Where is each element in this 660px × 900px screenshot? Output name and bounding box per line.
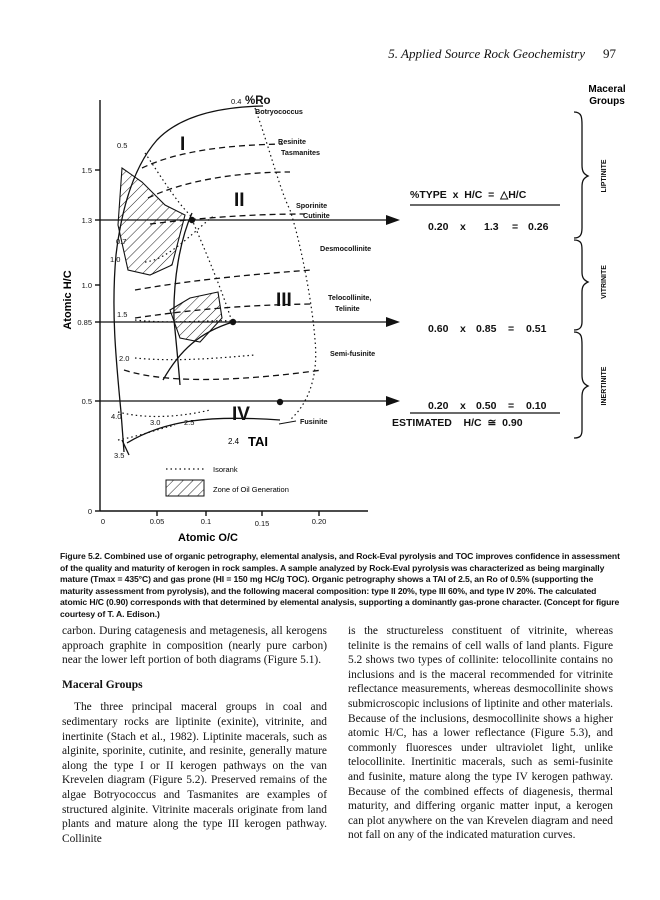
eq3-eq: = bbox=[508, 400, 515, 412]
oil-generation-zones bbox=[118, 168, 222, 342]
y-tick-1.3: 1.3 bbox=[81, 216, 92, 225]
right-paragraph-1: is the structureless constituent of vitrinite, whereas telinite is the remains of cell walls of land plants. Figure 5.2 shows two types of collinite: telocollinite contains no inclusions and is the maceral recommended for vitrinite reflectance measurements, whereas desmocollinite shows submicroscopic inclusions of liptinite and other materials. Because of the inclusions, desmocollinite shows a higher atomic H/C, has a lower reflectance (Figure 5.3), and commonly fluoresces under ultraviolet light, unlike telocollinite. Inertinitic macerals, such as semi-fusinite and fusinite, mature along the type IV kerogen pathway. Because of the combined effects of diagenesis, thermal maturity, and differing organic matter input, a kerogen can plot anywhere on the van Krevelen diagram and need not fall on any of the indicated maturation curves. bbox=[348, 625, 613, 842]
y-tick-0: 0 bbox=[87, 507, 92, 516]
ro-0.5: 0.5 bbox=[117, 141, 128, 150]
y-tick-0.5: 0.5 bbox=[81, 397, 92, 406]
equation-row-1 bbox=[428, 221, 549, 233]
fusinite-leader bbox=[279, 421, 296, 424]
eq1-result: 0.26 bbox=[528, 221, 549, 233]
label-botryococcus: Botryococcus bbox=[255, 107, 303, 116]
ro-title: %Ro bbox=[245, 95, 271, 107]
label-sporinite: Sporinite bbox=[296, 201, 328, 210]
arrow-head-2 bbox=[386, 317, 400, 327]
ro-2.5: 2.5 bbox=[184, 418, 195, 427]
point-type-iv bbox=[277, 399, 283, 405]
eq1-eq: = bbox=[512, 221, 519, 233]
arrow-head-3 bbox=[386, 396, 400, 406]
ro-2.0: 2.0 bbox=[119, 354, 130, 363]
equation-row-3 bbox=[428, 400, 547, 412]
left-paragraph-1: carbon. During catagenesis and metagenesis, all kerogens approach graphite in composition (nearly pure carbon) near the lower left portion of both diagrams (Figure 5.1). bbox=[62, 625, 327, 667]
x-tick-0: 0 bbox=[100, 517, 106, 526]
eq2-type: 0.60 bbox=[428, 323, 449, 335]
eq3-result: 0.10 bbox=[526, 400, 547, 412]
tai-value: 2.4 bbox=[228, 437, 240, 446]
body-right-column bbox=[348, 624, 613, 843]
ro-0.7: 0.7 bbox=[116, 237, 127, 246]
figure-caption: Figure 5.2. Combined use of organic petrography, elemental analysis, and Rock-Eval pyrolysis and TOC improves confidence in assessment of the quality and maturity of kerogen in rock samples. A sample analyzed by Rock-Eval pyrolysis was characterized as being marginally mature (Tmax = 435°C) and gas prone (HI = 150 mg HC/g TOC). Organic petrography shows a TAI of 2.5, an Ro of 0.5% (supporting the maturity assessment from pyrolysis), and the following maceral composition: type II 20%, type III 60%, and type IV 20%. The calculated atomic H/C (0.90) corresponds with that determined by elemental analysis, supporting a dominantly gas-prone character. (Concept for figure courtesy of T. A. Edison.) bbox=[60, 551, 620, 619]
x-axis-label: Atomic O/C bbox=[178, 532, 238, 544]
arrow-head-1 bbox=[386, 215, 400, 225]
eq3-hc: 0.50 bbox=[476, 400, 497, 412]
chapter-title: 5. Applied Source Rock Geochemistry bbox=[388, 46, 585, 61]
tai-label: TAI bbox=[248, 434, 268, 449]
label-cutinite: Cutinite bbox=[303, 211, 330, 220]
eq2-x: x bbox=[460, 323, 466, 335]
legend-isorank: Isorank bbox=[213, 465, 238, 474]
legend bbox=[166, 465, 289, 496]
y-tick-0.85: 0.85 bbox=[77, 318, 92, 327]
label-tasmanites: Tasmanites bbox=[281, 148, 321, 157]
label-desmocollinite: Desmocollinite bbox=[320, 244, 372, 253]
equation-header: %TYPE x H/C = △H/C bbox=[410, 189, 527, 201]
page-number: 97 bbox=[603, 46, 616, 61]
eq3-x: x bbox=[460, 400, 466, 412]
y-tick-1.0: 1.0 bbox=[81, 281, 92, 290]
body-left-column bbox=[62, 624, 327, 846]
label-telocollinite: Telocollinite, bbox=[328, 293, 372, 302]
estimated-hc: ESTIMATED H/C ≅ 0.90 bbox=[392, 417, 523, 429]
eq2-hc: 0.85 bbox=[476, 323, 497, 335]
x-tick-0.1: 0.1 bbox=[200, 517, 212, 526]
plot-axes bbox=[95, 100, 368, 516]
label-fusinite: Fusinite bbox=[300, 417, 328, 426]
ro-1.5: 1.5 bbox=[117, 310, 128, 319]
section-heading: Maceral Groups bbox=[62, 678, 143, 691]
eq2-eq: = bbox=[508, 323, 515, 335]
type-i-label: I bbox=[180, 134, 186, 155]
group-liptinite: LIPTINITE bbox=[601, 159, 608, 193]
ro-0.4: 0.4 bbox=[231, 97, 242, 106]
equation-row-2 bbox=[428, 323, 547, 335]
label-resinite: Resinite bbox=[278, 137, 306, 146]
group-vitrinite: VITRINITE bbox=[601, 265, 608, 299]
eq1-x: x bbox=[460, 221, 466, 233]
eq3-type: 0.20 bbox=[428, 400, 449, 412]
x-tick-0.20: 0.20 bbox=[311, 517, 327, 526]
maceral-groups-title-2: Groups bbox=[589, 96, 625, 107]
type-iii-label: III bbox=[276, 290, 292, 311]
eq2-result: 0.51 bbox=[526, 323, 547, 335]
group-inertinite: INERTINITE bbox=[601, 366, 608, 406]
ro-3.0: 3.0 bbox=[150, 418, 161, 427]
eq1-hc: 1.3 bbox=[484, 221, 499, 233]
x-tick-0.05: 0.05 bbox=[149, 517, 165, 526]
ro-4.0: 4.0 bbox=[111, 412, 122, 421]
type-ii-label: II bbox=[234, 190, 245, 211]
eq1-type: 0.20 bbox=[428, 221, 449, 233]
ro-3.5: 3.5 bbox=[114, 451, 125, 460]
label-telinite: Telinite bbox=[335, 304, 360, 313]
y-axis-label: Atomic H/C bbox=[62, 270, 74, 330]
label-semi-fusinite: Semi-fusinite bbox=[330, 349, 376, 358]
left-paragraph-2: The three principal maceral groups in coal and sedimentary rocks are liptinite (exinite), vitrinite, and inertinite (Stach et al., 1982). Liptinite macerals, such as alginite, sporinite, cutinite, and resinite, generally mature along the type I or II kerogen pathways on the van Krevelen diagram (Figure 5.2). Preserved remains of the algae Botryococcus and Tasmanites are examples of structured alginite. Vitrinite macerals originate from land plants and mature along the type III kerogen pathway. Collinite bbox=[62, 701, 327, 845]
x-tick-0.15: 0.15 bbox=[254, 519, 270, 528]
y-tick-1.5: 1.5 bbox=[81, 166, 92, 175]
legend-oil-zone: Zone of Oil Generation bbox=[213, 485, 289, 494]
group-braces bbox=[574, 112, 588, 438]
maceral-groups-title-1: Maceral bbox=[588, 84, 626, 95]
ro-1.0: 1.0 bbox=[110, 255, 121, 264]
type-iv-label: IV bbox=[232, 404, 250, 425]
